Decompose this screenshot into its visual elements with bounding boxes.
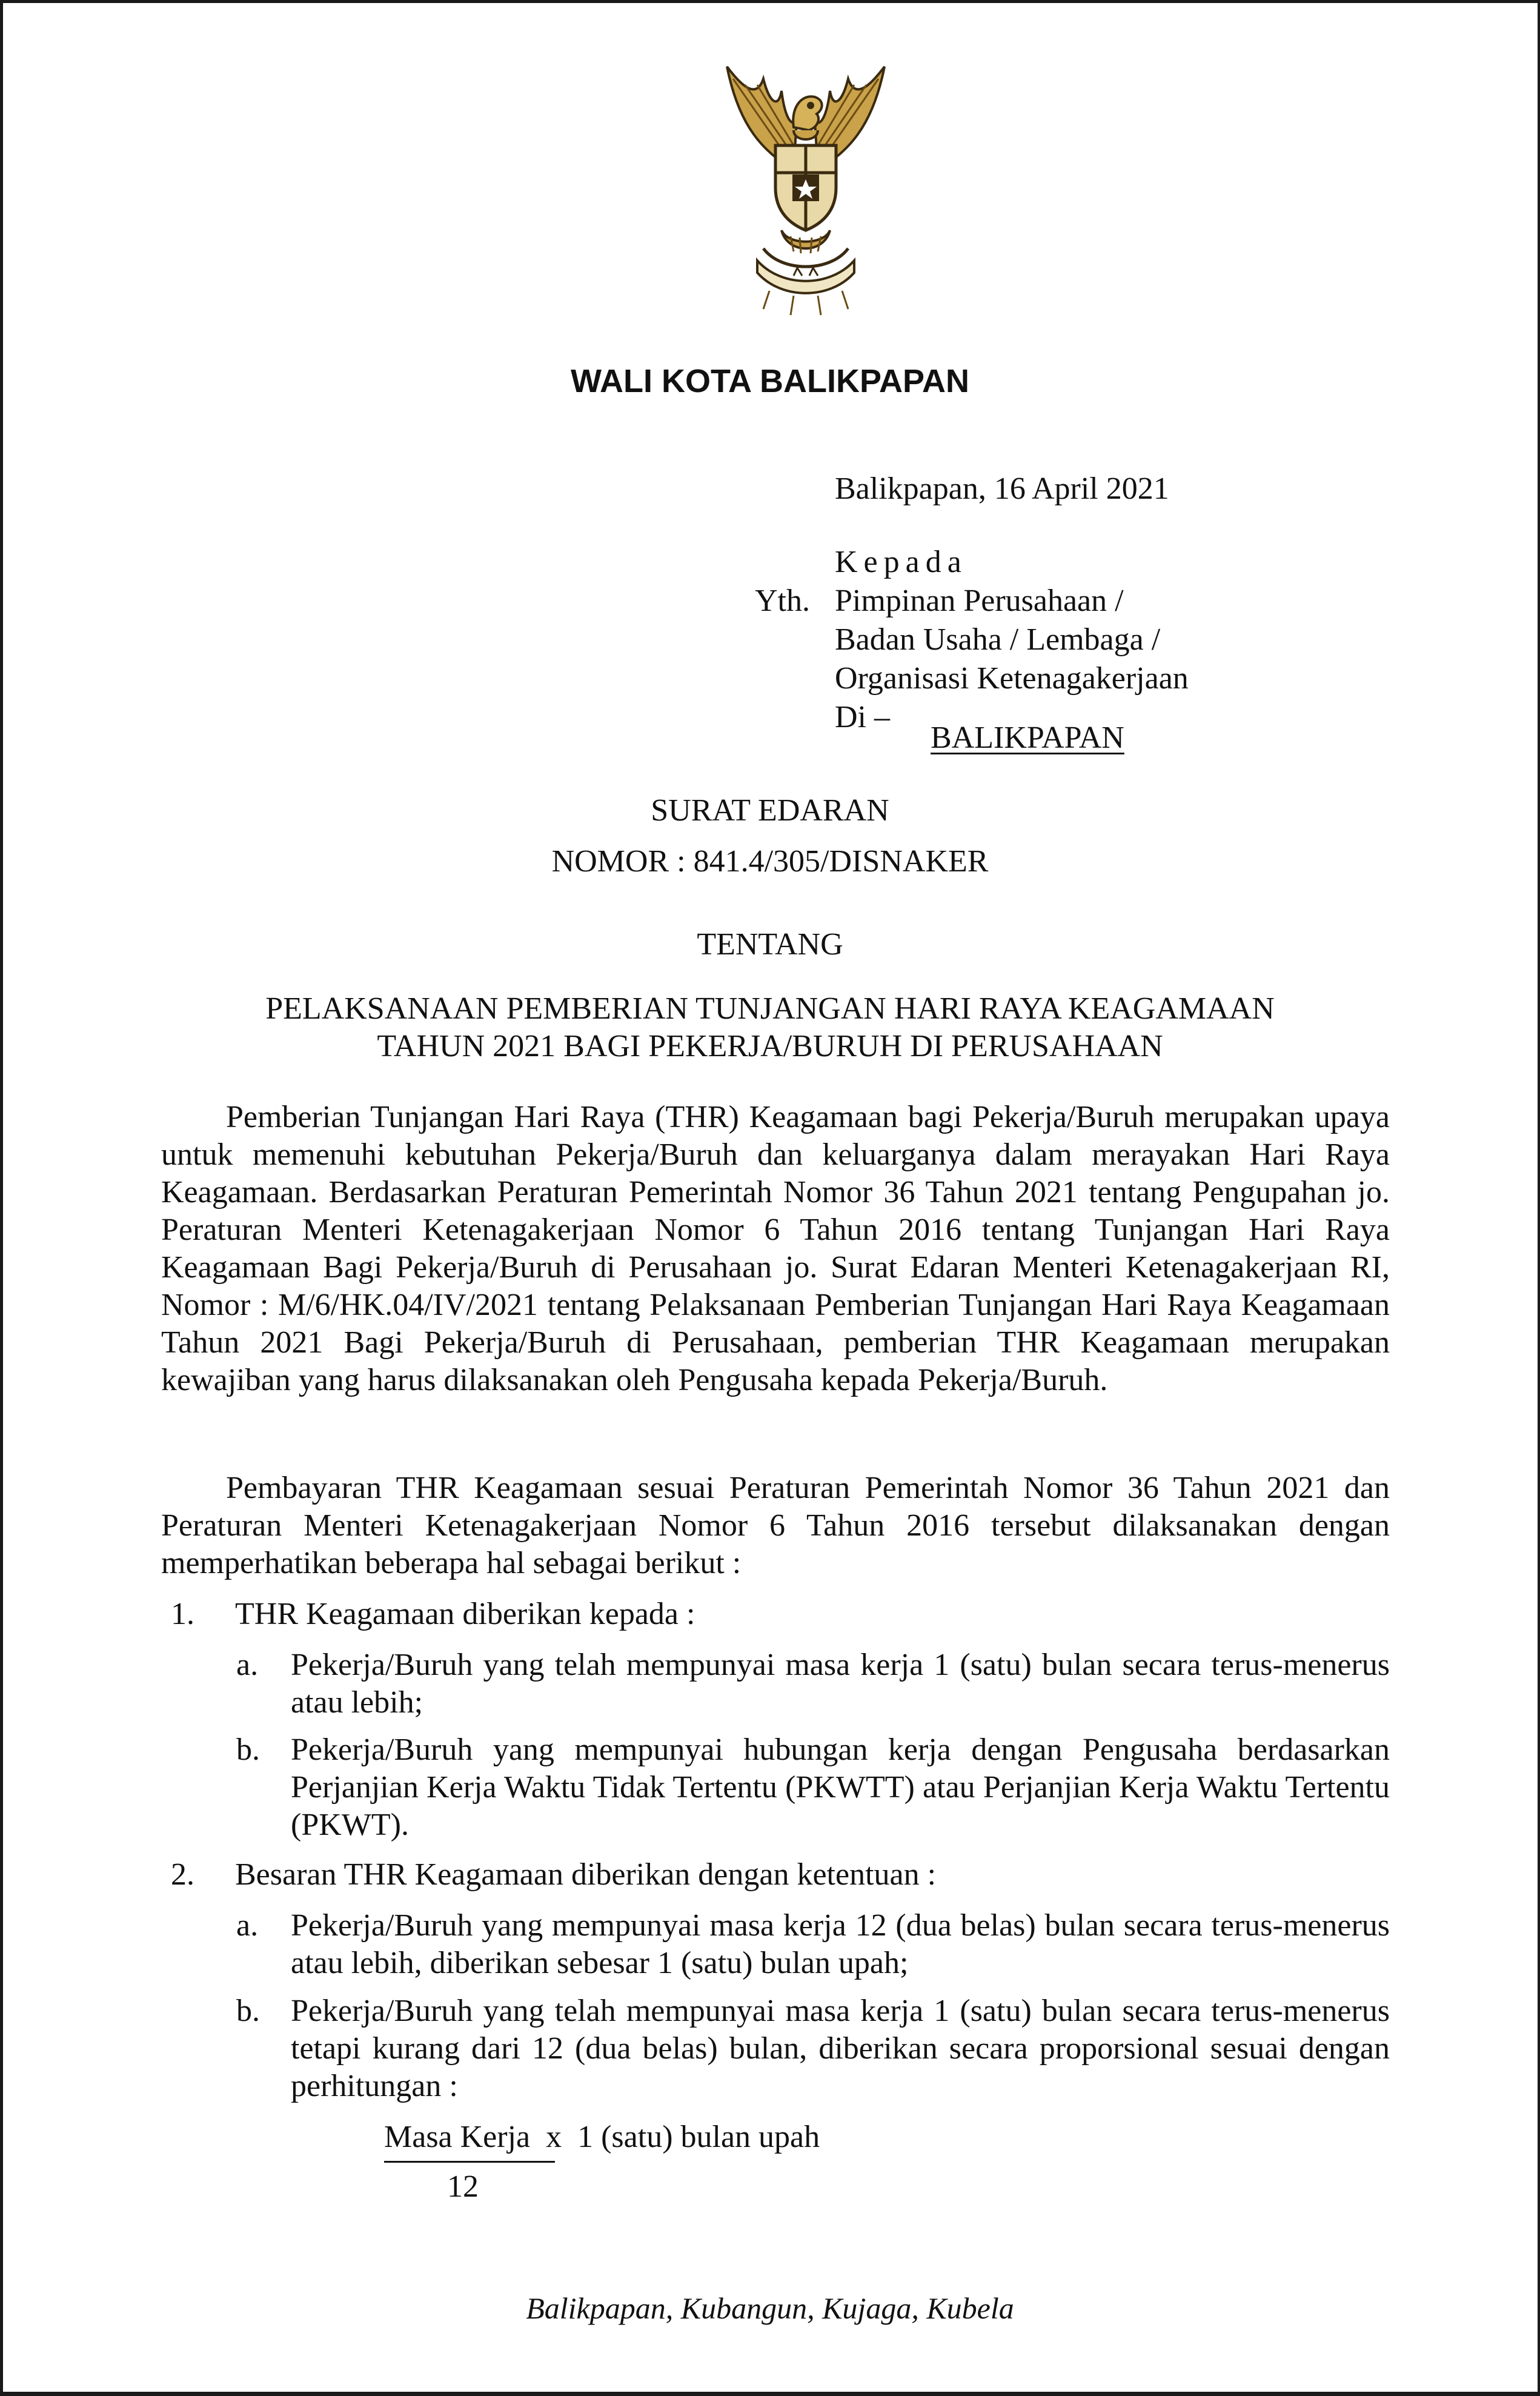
list-item-marker: 1.: [171, 1597, 194, 1631]
sub-item-text: Pekerja/Buruh yang mempunyai masa kerja 12 (dua belas) bulan secara terus-menerus atau lebih, diberikan sebesar 1 (satu) bulan upah;: [291, 1908, 1390, 1980]
circular-number: NOMOR : 841.4/305/DISNAKER: [551, 844, 989, 879]
garuda-emblem-icon: [672, 42, 939, 321]
circular-subject: [0, 990, 1540, 1065]
recipient-line: Organisasi Ketenagakerjaan: [835, 661, 1189, 696]
list-item-text: THR Keagamaan diberikan kepada :: [235, 1597, 695, 1631]
letter-date: Balikpapan, 16 April 2021: [835, 471, 1169, 506]
subject-line: PELAKSANAAN PEMBERIAN TUNJANGAN HARI RAYA KEAGAMAAN: [265, 991, 1275, 1026]
circular-title: SURAT EDARAN: [651, 793, 889, 828]
sub-item-text: Pekerja/Buruh yang mempunyai hubungan kerja dengan Pengusaha berdasarkan Perjanjian Kerja Waktu Tidak Tertentu (PKWTT) atau Perjanjian Kerja Waktu Tertentu (PKWT).: [291, 1732, 1390, 1842]
sub-item-marker: a.: [236, 1648, 259, 1682]
kepada-label: Kepada: [835, 545, 967, 579]
paragraph-text: Pemberian Tunjangan Hari Raya (THR) Keagamaan bagi Pekerja/Buruh merupakan upaya untuk memenuhi kebutuhan Pekerja/Buruh dan keluarganya dalam merayakan Hari Raya Keagamaan. Berdasarkan Peraturan Pemerintah Nomor 36 Tahun 2021 tentang Pengupahan jo. Peraturan Menteri Ketenagakerjaan Nomor 6 Tahun 2016 tentang Tunjangan Hari Raya Keagamaan Bagi Pekerja/Buruh di Perusahaan jo. Surat Edaran Menteri Ketenagakerjaan RI, Nomor : M/6/HK.04/IV/2021 tentang Pelaksanaan Pemberian Tunjangan Hari Raya Keagamaan Tahun 2021 Bagi Pekerja/Buruh di Perusahaan, pemberian THR Keagamaan merupakan kewajiban yang harus dilaksanakan oleh Pengusaha kepada Pekerja/Buruh.: [161, 1100, 1390, 1397]
recipient-block: [835, 582, 1189, 737]
paragraph-text: Pembayaran THR Keagamaan sesuai Peraturan Pemerintah Nomor 36 Tahun 2021 dan Peraturan Menteri Ketenagakerjaan Nomor 6 Tahun 2016 tersebut dilaksanakan dengan memperhatikan beberapa hal sebagai berikut :: [161, 1471, 1390, 1580]
recipient-line: Badan Usaha / Lembaga /: [835, 622, 1161, 657]
sub-item-text: Pekerja/Buruh yang telah mempunyai masa kerja 1 (satu) bulan secara terus-menerus tetapi kurang dari 12 (dua belas) bulan, diberikan secara proporsional sesuai dengan perhitungan :: [291, 1994, 1390, 2103]
sub-item-text: Pekerja/Buruh yang telah mempunyai masa kerja 1 (satu) bulan secara terus-menerus atau lebih;: [291, 1648, 1390, 1720]
recipient-line: Pimpinan Perusahaan /: [835, 584, 1124, 618]
recipient-line: Di –: [835, 700, 890, 734]
sub-item-marker: a.: [236, 1908, 259, 1943]
fraction-bar: [384, 2161, 555, 2163]
formula-denominator: 12: [447, 2169, 479, 2204]
footer-motto: Balikpapan, Kubangun, Kujaga, Kubela: [526, 2291, 1014, 2325]
sub-item-marker: b.: [236, 1994, 260, 2028]
recipient-city: BALIKPAPAN: [931, 720, 1124, 755]
list-item-marker: 2.: [171, 1857, 194, 1892]
list-item-text: Besaran THR Keagamaan diberikan dengan ketentuan :: [235, 1857, 937, 1892]
subject-line: TAHUN 2021 BAGI PEKERJA/BURUH DI PERUSAHAAN: [377, 1029, 1163, 1063]
about-label: TENTANG: [697, 927, 843, 962]
paragraph-1: [161, 1099, 1390, 1399]
formula-numerator: Masa Kerja: [384, 2120, 531, 2154]
formula-rest: 1 (satu) bulan upah: [577, 2120, 820, 2154]
formula-expression: [384, 2118, 820, 2156]
sub-item-marker: b.: [236, 1732, 260, 1767]
yth-label: Yth.: [755, 584, 810, 618]
formula-times: x: [546, 2120, 562, 2154]
paragraph-2: [161, 1469, 1390, 1582]
agency-title: WALI KOTA BALIKPAPAN: [571, 363, 969, 399]
